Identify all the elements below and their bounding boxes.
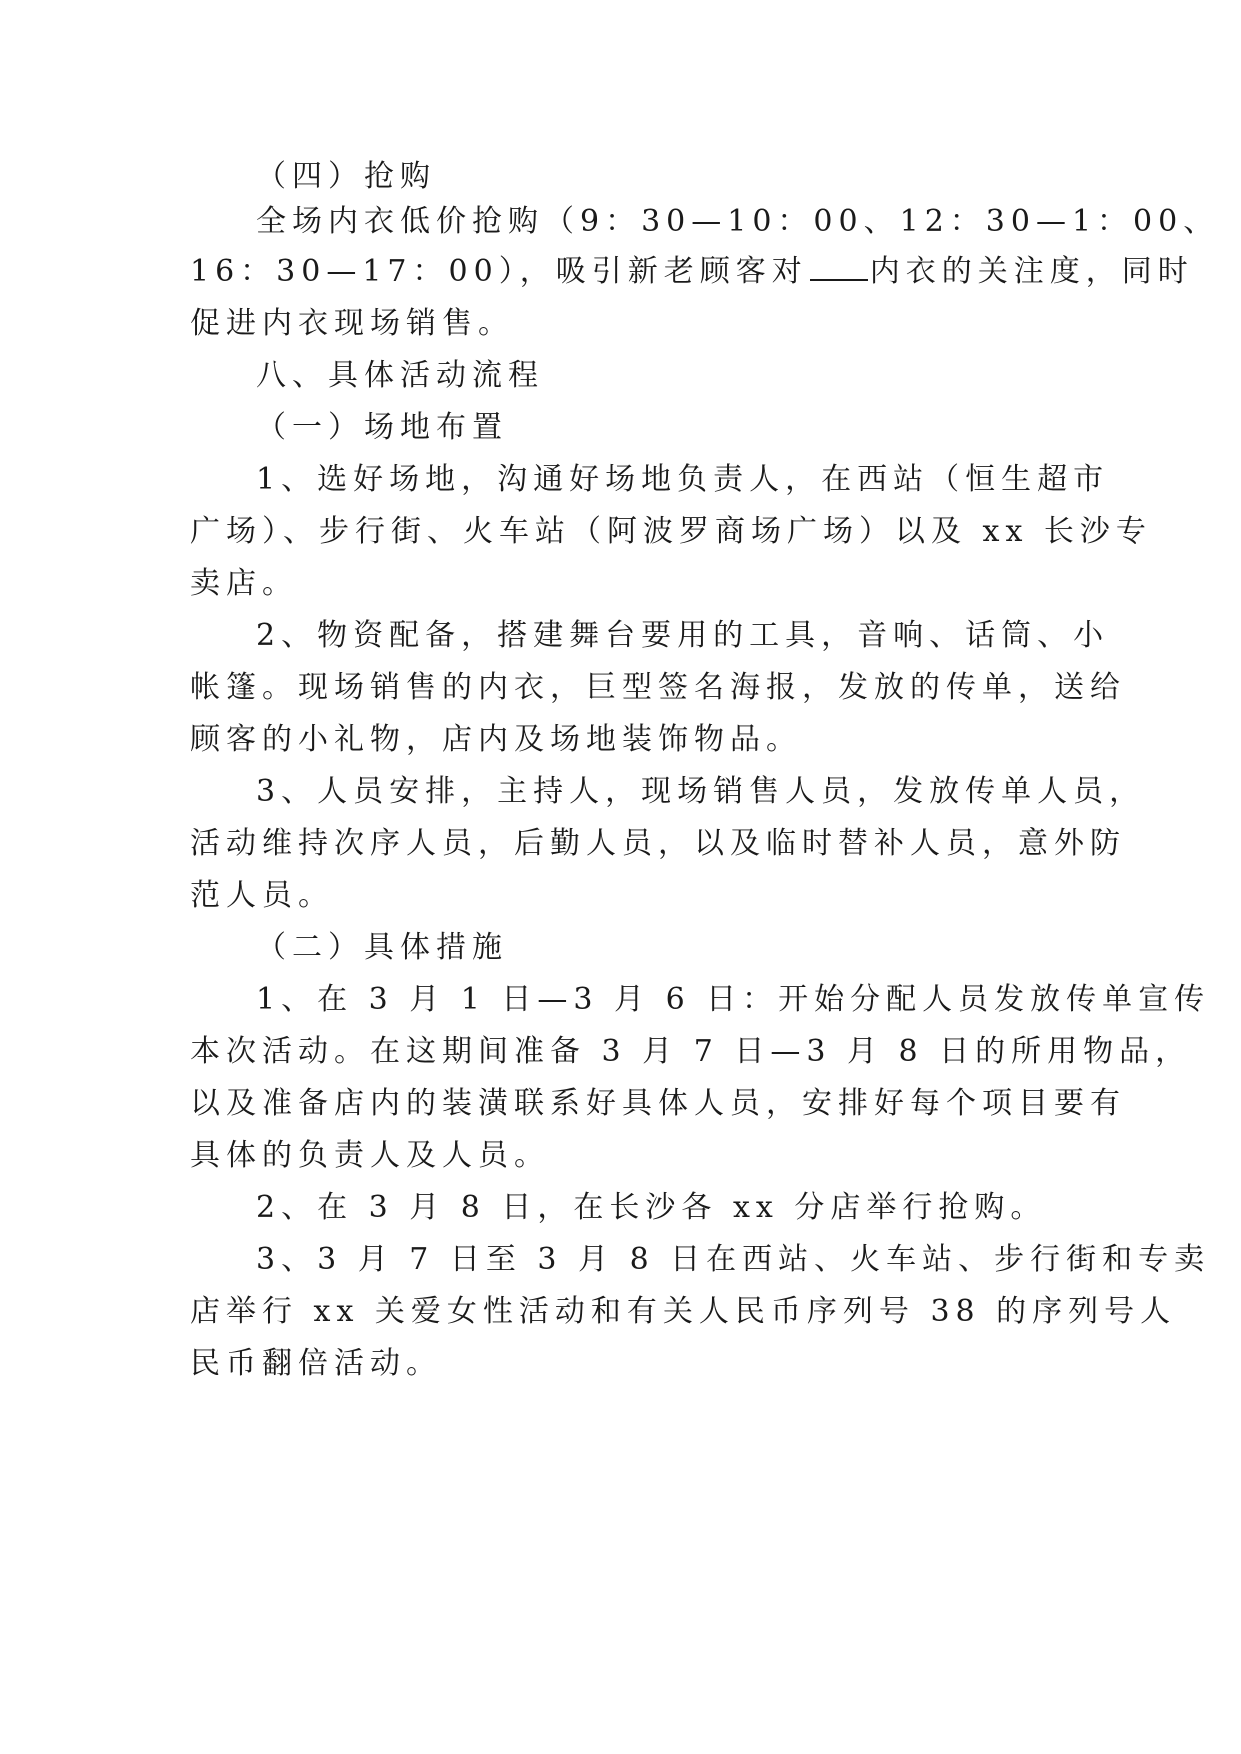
text-line: 顾客的小礼物，店内及场地装饰物品。 [190,722,802,757]
paragraph-staff-line-2 [190,815,1126,873]
text-line: 帐篷。现场销售的内衣，巨型签名海报，发放的传单，送给 [190,670,1126,705]
text-line: 2、在 3 月 8 日，在长沙各 xx 分店举行抢购。 [256,1190,1047,1225]
text-line: 1、选好场地，沟通好场地负责人，在西站（恒生超市 [256,462,1110,497]
text-line: 民币翻倍活动。 [190,1346,442,1381]
text-line: 八、具体活动流程 [256,358,544,393]
paragraph-venue-line-3 [190,555,1052,613]
paragraph-measure-3-line-3 [190,1335,1052,1393]
paragraph-supplies-line-2 [190,659,1126,717]
text-line: 内衣的关注度，同时 [869,254,1194,289]
text-line: 1、在 3 月 1 日—3 月 6 日：开始分配人员发放传单宣传 [256,982,1211,1017]
fill-in-blank [810,249,868,281]
paragraph-measure-1-line-2 [190,1023,1192,1081]
text-line: 16：30—17：00），吸引新老顾客对 [190,254,808,289]
text-line: 店举行 xx 关爱女性活动和有关人民币序列号 38 的序列号人 [190,1294,1177,1329]
text-line: 卖店。 [190,566,298,601]
paragraph-measure-2 [190,1179,1118,1237]
paragraph-rush-buy-line-3 [190,295,1052,353]
text-line: 广场）、步行街、火车站（阿波罗商场广场）以及 xx 长沙专 [190,514,1152,549]
paragraph-venue-line-1 [190,451,1118,509]
chapter-heading-process [190,347,1118,405]
paragraph-measure-1-line-3 [190,1075,1126,1133]
text-line: （一）场地布置 [256,410,508,445]
text-line: 促进内衣现场销售。 [190,306,514,341]
paragraph-venue-line-2 [190,503,1152,561]
text-line: 2、物资配备，搭建舞台要用的工具，音响、话筒、小 [256,618,1110,653]
text-line: 范人员。 [190,878,334,913]
paragraph-staff-line-1 [190,763,1146,821]
text-line: 本次活动。在这期间准备 3 月 7 日—3 月 8 日的所用物品， [190,1034,1192,1069]
paragraph-staff-line-3 [190,867,1052,925]
text-line: 具体的负责人及人员。 [190,1138,550,1173]
text-line: 全场内衣低价抢购（9：30—10：00、12：30—1：00、 [256,204,1220,239]
paragraph-supplies-line-1 [190,607,1118,665]
paragraph-supplies-line-3 [190,711,1052,769]
paragraph-measure-3-line-2 [190,1283,1177,1341]
paragraph-measure-1-line-4 [190,1127,1052,1185]
text-line: （四）抢购 [256,159,436,194]
paragraph-rush-buy-line-2 [190,243,1194,301]
text-line: （二）具体措施 [256,930,508,965]
paragraph-measure-3-line-1 [190,1231,1211,1289]
text-line: 以及准备店内的装潢联系好具体人员，安排好每个项目要有 [190,1086,1126,1121]
text-line: 活动维持次序人员，后勤人员，以及临时替补人员，意外防 [190,826,1126,861]
paragraph-measure-1-line-1 [190,971,1211,1029]
section-heading-measures [190,919,1118,977]
section-heading-venue [190,399,1118,457]
text-line: 3、3 月 7 日至 3 月 8 日在西站、火车站、步行街和专卖 [256,1242,1211,1277]
text-line: 3、人员安排，主持人，现场销售人员，发放传单人员， [256,774,1146,809]
